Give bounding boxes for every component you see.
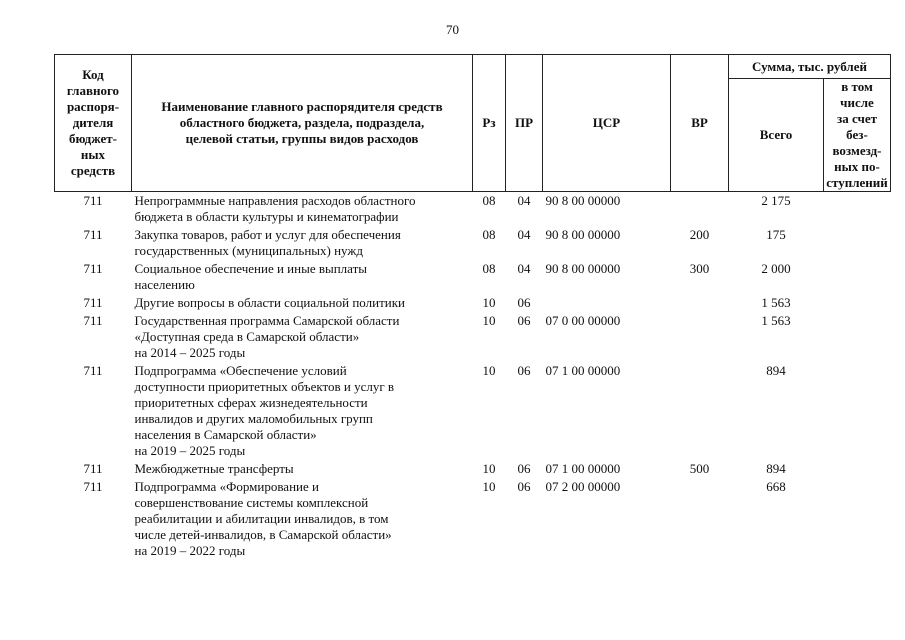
cell-name-line: «Доступная среда в Самарской области» xyxy=(134,329,360,344)
table-row xyxy=(55,226,891,260)
cell-total: 175 xyxy=(766,227,786,242)
cell-name-line: на 2019 – 2022 годы xyxy=(134,543,246,558)
cell-total: 894 xyxy=(766,363,786,378)
header-kod-line: распоря- xyxy=(66,99,120,114)
table-row xyxy=(55,362,891,460)
cell-name xyxy=(132,192,473,227)
header-sum: Сумма, тыс. рублей xyxy=(729,55,891,79)
cell-rz: 10 xyxy=(482,461,496,476)
cell-csr: 07 0 00 00000 xyxy=(545,313,621,328)
cell-rz: 08 xyxy=(482,193,496,208)
cell-name xyxy=(132,294,473,312)
cell-kod: 711 xyxy=(83,193,103,208)
cell-name-line: Непрограммные направления расходов областного xyxy=(134,193,416,208)
cell-vr: 200 xyxy=(689,227,710,242)
header-kod xyxy=(55,55,132,192)
cell-vr xyxy=(671,478,729,560)
header-total: Всего xyxy=(729,79,824,192)
cell-total: 668 xyxy=(766,479,786,494)
cell-name xyxy=(132,362,473,460)
cell-incl xyxy=(824,478,891,560)
cell-kod: 711 xyxy=(83,261,103,276)
cell-name-line: Подпрограмма «Формирование и xyxy=(134,479,319,494)
cell-csr xyxy=(543,294,671,312)
cell-vr xyxy=(671,312,729,362)
cell-name-line: числе детей-инвалидов, в Самарской области» xyxy=(134,527,392,542)
cell-name-line: государственных (муниципальных) нужд xyxy=(134,243,363,258)
cell-kod: 711 xyxy=(83,479,103,494)
cell-rz: 08 xyxy=(482,261,496,276)
cell-name-line: населения в Самарской области» xyxy=(134,427,317,442)
header-incl-line: возмезд- xyxy=(832,143,882,158)
header-pr: ПР xyxy=(506,55,543,192)
cell-vr xyxy=(671,294,729,312)
budget-table xyxy=(54,54,891,560)
cell-rz: 10 xyxy=(482,363,496,378)
header-vr: ВР xyxy=(671,55,729,192)
cell-incl xyxy=(824,460,891,478)
cell-kod: 711 xyxy=(83,227,103,242)
cell-csr: 90 8 00 00000 xyxy=(545,193,621,208)
cell-name xyxy=(132,312,473,362)
cell-name-line: на 2019 – 2025 годы xyxy=(134,443,246,458)
cell-rz: 10 xyxy=(482,295,496,310)
cell-pr: 06 xyxy=(517,461,531,476)
cell-name-line: бюджета в области культуры и кинематографии xyxy=(134,209,399,224)
cell-pr: 06 xyxy=(517,313,531,328)
header-incl xyxy=(824,79,891,192)
cell-csr: 90 8 00 00000 xyxy=(545,261,621,276)
cell-name-line: на 2014 – 2025 годы xyxy=(134,345,246,360)
cell-pr: 06 xyxy=(517,363,531,378)
cell-kod: 711 xyxy=(83,295,103,310)
cell-pr: 06 xyxy=(517,295,531,310)
header-name-line: целевой статьи, группы видов расходов xyxy=(185,131,419,146)
cell-name-line: Государственная программа Самарской области xyxy=(134,313,400,328)
cell-name-line: Закупка товаров, работ и услуг для обеспечения xyxy=(134,227,401,242)
header-kod-line: Код xyxy=(82,67,104,82)
table-row xyxy=(55,294,891,312)
cell-rz: 10 xyxy=(482,313,496,328)
table-row xyxy=(55,478,891,560)
cell-csr: 07 2 00 00000 xyxy=(545,479,621,494)
cell-name-line: Социальное обеспечение и иные выплаты xyxy=(134,261,368,276)
header-kod-line: главного xyxy=(66,83,120,98)
cell-incl xyxy=(824,362,891,460)
header-incl-line: ступлений xyxy=(826,175,888,190)
header-incl-line: ных по- xyxy=(834,159,880,174)
header-rz: Рз xyxy=(473,55,506,192)
header-kod-line: ных xyxy=(80,147,106,162)
cell-rz: 10 xyxy=(482,479,496,494)
header-csr: ЦСР xyxy=(543,55,671,192)
cell-kod: 711 xyxy=(83,363,103,378)
header-incl-line: в том числе xyxy=(840,79,874,110)
cell-kod: 711 xyxy=(83,313,103,328)
cell-csr: 07 1 00 00000 xyxy=(545,363,621,378)
header-name-line: Наименование главного распорядителя средств xyxy=(161,99,443,114)
header-incl-line: за счет без- xyxy=(837,111,877,142)
cell-vr: 300 xyxy=(689,261,710,276)
cell-total: 2 000 xyxy=(761,261,791,276)
cell-name-line: Другие вопросы в области социальной политики xyxy=(134,295,405,310)
table-row xyxy=(55,312,891,362)
header-kod-line: дителя xyxy=(72,115,114,130)
cell-total: 2 175 xyxy=(761,193,791,208)
cell-total: 1 563 xyxy=(761,313,791,328)
header-kod-line: средств xyxy=(70,163,116,178)
cell-name xyxy=(132,460,473,478)
cell-total: 894 xyxy=(766,461,786,476)
cell-name-line: совершенствование системы комплексной xyxy=(134,495,369,510)
cell-csr: 07 1 00 00000 xyxy=(545,461,621,476)
cell-rz: 08 xyxy=(482,227,496,242)
cell-total: 1 563 xyxy=(761,295,791,310)
cell-vr xyxy=(671,192,729,227)
cell-incl xyxy=(824,192,891,227)
cell-pr: 06 xyxy=(517,479,531,494)
cell-vr xyxy=(671,362,729,460)
cell-pr: 04 xyxy=(517,227,531,242)
cell-pr: 04 xyxy=(517,193,531,208)
header-name xyxy=(132,55,473,192)
cell-incl xyxy=(824,226,891,260)
cell-vr: 500 xyxy=(689,461,710,476)
cell-name-line: реабилитации и абилитации инвалидов, в том xyxy=(134,511,389,526)
table-row xyxy=(55,192,891,227)
cell-name-line: населению xyxy=(134,277,195,292)
cell-incl xyxy=(824,294,891,312)
cell-pr: 04 xyxy=(517,261,531,276)
cell-incl xyxy=(824,312,891,362)
page-number: 70 xyxy=(446,22,459,37)
header-kod-line: бюджет- xyxy=(68,131,117,146)
cell-name xyxy=(132,226,473,260)
cell-csr: 90 8 00 00000 xyxy=(545,227,621,242)
cell-name-line: Межбюджетные трансферты xyxy=(134,461,294,476)
header-name-line: областного бюджета, раздела, подраздела, xyxy=(179,115,425,130)
cell-name xyxy=(132,478,473,560)
cell-name-line: Подпрограмма «Обеспечение условий xyxy=(134,363,347,378)
cell-kod: 711 xyxy=(83,461,103,476)
cell-name-line: приоритетных сферах жизнедеятельности xyxy=(134,395,368,410)
table-row xyxy=(55,460,891,478)
cell-name xyxy=(132,260,473,294)
table-row xyxy=(55,260,891,294)
cell-name-line: доступности приоритетных объектов и услуг в xyxy=(134,379,395,394)
cell-name-line: инвалидов и других маломобильных групп xyxy=(134,411,373,426)
cell-incl xyxy=(824,260,891,294)
